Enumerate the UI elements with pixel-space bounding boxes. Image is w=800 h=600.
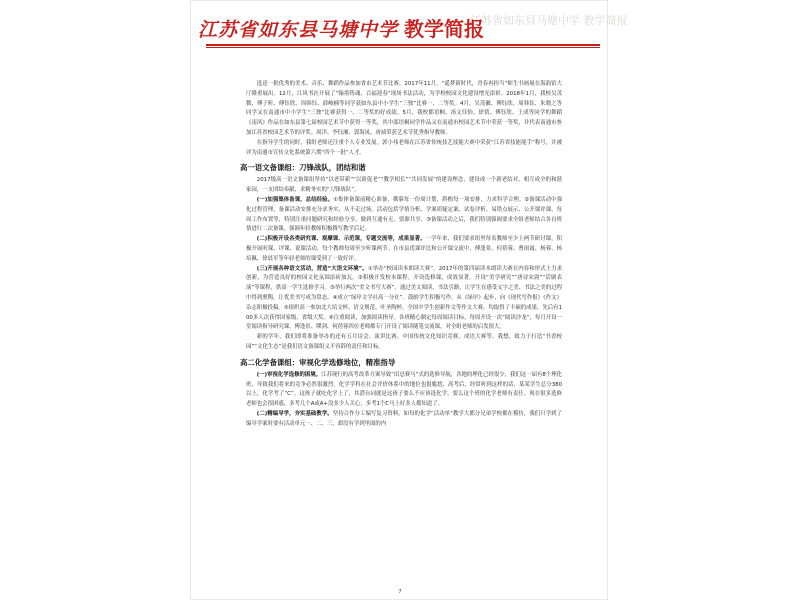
paragraph-chinese-activities (246, 265, 562, 334)
subheading-collective-prep: (一)加强集体备课，总结经验。 (256, 196, 334, 203)
text-collective-prep: ①集体备课前精心准备，撰摹每一份周计划，斟酌每一项安排，力求科学合理。②备课活动中强化过程管理，备课活动安排充分求务实，从不走过场。活动包括学情分析、学案质疑定案、试卷评析、易错点展示、公开课评课、每周工作布置等，特别注重问题研究和经验分享，做到互通有无、资源共享。③备课活动之后，我们特别强调要求全组老师结合各自班情进行二次备课，强调年轻教师积极撰写教学后记。 (246, 196, 562, 233)
bulletin-title: 教学简报 (404, 17, 485, 41)
text-demo-lessons: 一学年来，我们要求组里每名教师至少上两节研讨课，积极开展听课、评课、说课活动，每个教师每周至少听课两节。在市县优课评比和公开课交流中，傅逢景、何蓓蓉、曹雨霞、杨蓉、杨培佩、徐晨军等年轻老师的课受到了一致好评。 (246, 236, 562, 262)
paragraph-guided-learning (246, 410, 562, 430)
paragraph-art-festival: 选送一批优秀的美术、音乐、舞蹈作品参加省市艺术节比赛。2017年11月，“遥梦新时代，青春再担当”师生书画展在海韵馆大厅隆重展出。12月，江风书社开展了“翰墨铸魂，百福迎春”现场书法活动，为学校校园文化建设增光添彩。2018年1月，我校吴茂微、傅子昕、傅钰欣、周韩钰、薛峻楠等同学获如东县中小学生“三独”比赛一、二等奖。4月，吴茂徽、傅钰欣、周韩钰、朱晓之等同学又在南通市中小学生“三独”比赛获得一、二等奖的好成绩。5月，我校都语桐、汤文佳怡、徐倩、傅钰欣、王成等同学的舞蹈《南风》作品在如东县第七届校园艺术节中获得一等奖，其中邵语桐同学作品又在南通市校园艺术节中荣获一等奖，并代表南通市参加江苏省校园艺术节的评奖。周洋、李钰湘、郭海凤、唐祯荣获艺术节优秀指导教师。 (246, 81, 562, 136)
subheading-demo-lessons: (二)积极开设各类研究课、观摩课、示范课，专题交流等，成果显著。 (256, 236, 426, 243)
paragraph-collective-prep (246, 196, 562, 235)
text-chinese-activities: ①举办“校园读本朗读大赛”。2017年的第四届读本朗读大赛在内容和形式上力求创新，为营造良好的校园文化氛围添砖加瓦。②积极开发校本课程。开设选修课，成效显著。开设“美学研究”“唐诗宋韵”“话剧表演”等课程，供高一学生选修学习。③举行两次“美文书写大赛”。通过美文阅读、书法引路，让学生在感受文字之美、书法之美的过程中得到熏陶，让优美书写成为常态。④成立“绿岸文学社高一分社”。鼓励学生积极写作。从《绿岸》起步，向《现代写作报》《作文》杂志积极投稿。⑤组织高一参加北大培文杯、语文规范、叶圣陶杯、全国中学生创新作文等作文大赛，均取得了丰硕的成果。先后有100多人次获得国家级、省级大奖。⑥注重阅读，加强阅读指导。各班精心制定每周阅读目标，每周开设一次“阅读沙龙”，每月开设一堂阅读指导研究课。傅逢景、缪剑、何蓓蓉四位老师都专门开设了阅读随笔交流课，对全组老师的启发很大。 (246, 265, 563, 331)
school-name: 江苏省如东县马塘中学 (198, 19, 399, 41)
paragraph-chemistry-dilemma (246, 371, 562, 410)
masthead-rule-thin (206, 47, 600, 48)
subheading-chinese-activities: (三)开展各种语文活动，营造“大语文环境”。 (256, 265, 368, 272)
subheading-chemistry-dilemma: (一)审视化学选修的困境。 (256, 371, 322, 378)
subheading-guided-learning: (二)精编导学，夯实基础教学。 (256, 410, 333, 417)
paragraph-demo-lessons (246, 235, 562, 264)
section-heading-chemistry: 高二化学备课组：审视化学选修地位，精准指导 (240, 357, 396, 367)
section-heading-chinese: 高一语文备课组：刀锋战队，团结和谐 (240, 163, 366, 173)
bleed-through-text: 江苏省如东县马塘中学 教学简报 (470, 14, 628, 27)
masthead-rule (206, 44, 600, 46)
masthead (198, 6, 628, 42)
paragraph-chinese-intro: 2017级高一语文备课组坚持“以老带新”“以新促老”“教学相长”“共同发展”的建设理念，建设成一个新老结对、相互成全的和谐家园，一支团结奉献、求精务实的“刀锋战队”。 (246, 177, 562, 194)
page-number: 7 (398, 589, 402, 595)
text-chemistry-dilemma: 江苏现行的高考改革方案导致“田忌赛马”式的选修导航，各地的理化已经很少，我们这一届有8个理化班，导致我们将来的竞争必然很激烈。化学学科在社会评价体系中的地位也很尴尬，高考后，经常听到这样的话，某某学生总分380以上，化学考了“C”。这孩子就吃化学上了，其潜台词就是这孩子要么不应该选化学，要么这个班的化学老师有责任。现在很多选修老师也会很困惑，多考几个A或A+没多少人关心，多考1个C马上好多人都知道了。 (246, 371, 562, 408)
text-guided-learning: 坚持合作分工编写复习资料，如每的化学“活动单”教学大都分兄弟学校都在模仿，我们只学到了编导学案时要有活动单元一、二、三，却没有学到里面的内 (246, 410, 562, 427)
article-body (240, 80, 563, 586)
paragraph-teacher-development: 在指导学生的同时，我组老师还注重个人专业发展。郭小伟老师在江苏省传统技艺技能大赛中荣获“江苏省技能能手”称号，并被评为南通市宣传文化系统第六期“四个一批”人才。 (246, 139, 562, 156)
paragraph-new-year-plans: 新的学年，我们即将准备举办的还有五月诗会、演讲比赛、中国传统文化知识竞赛、成语大赛等。我想，致力于打造“书香校园”“文化生态”是我们语文备课组义不容辞的责任和目标。 (246, 334, 562, 350)
